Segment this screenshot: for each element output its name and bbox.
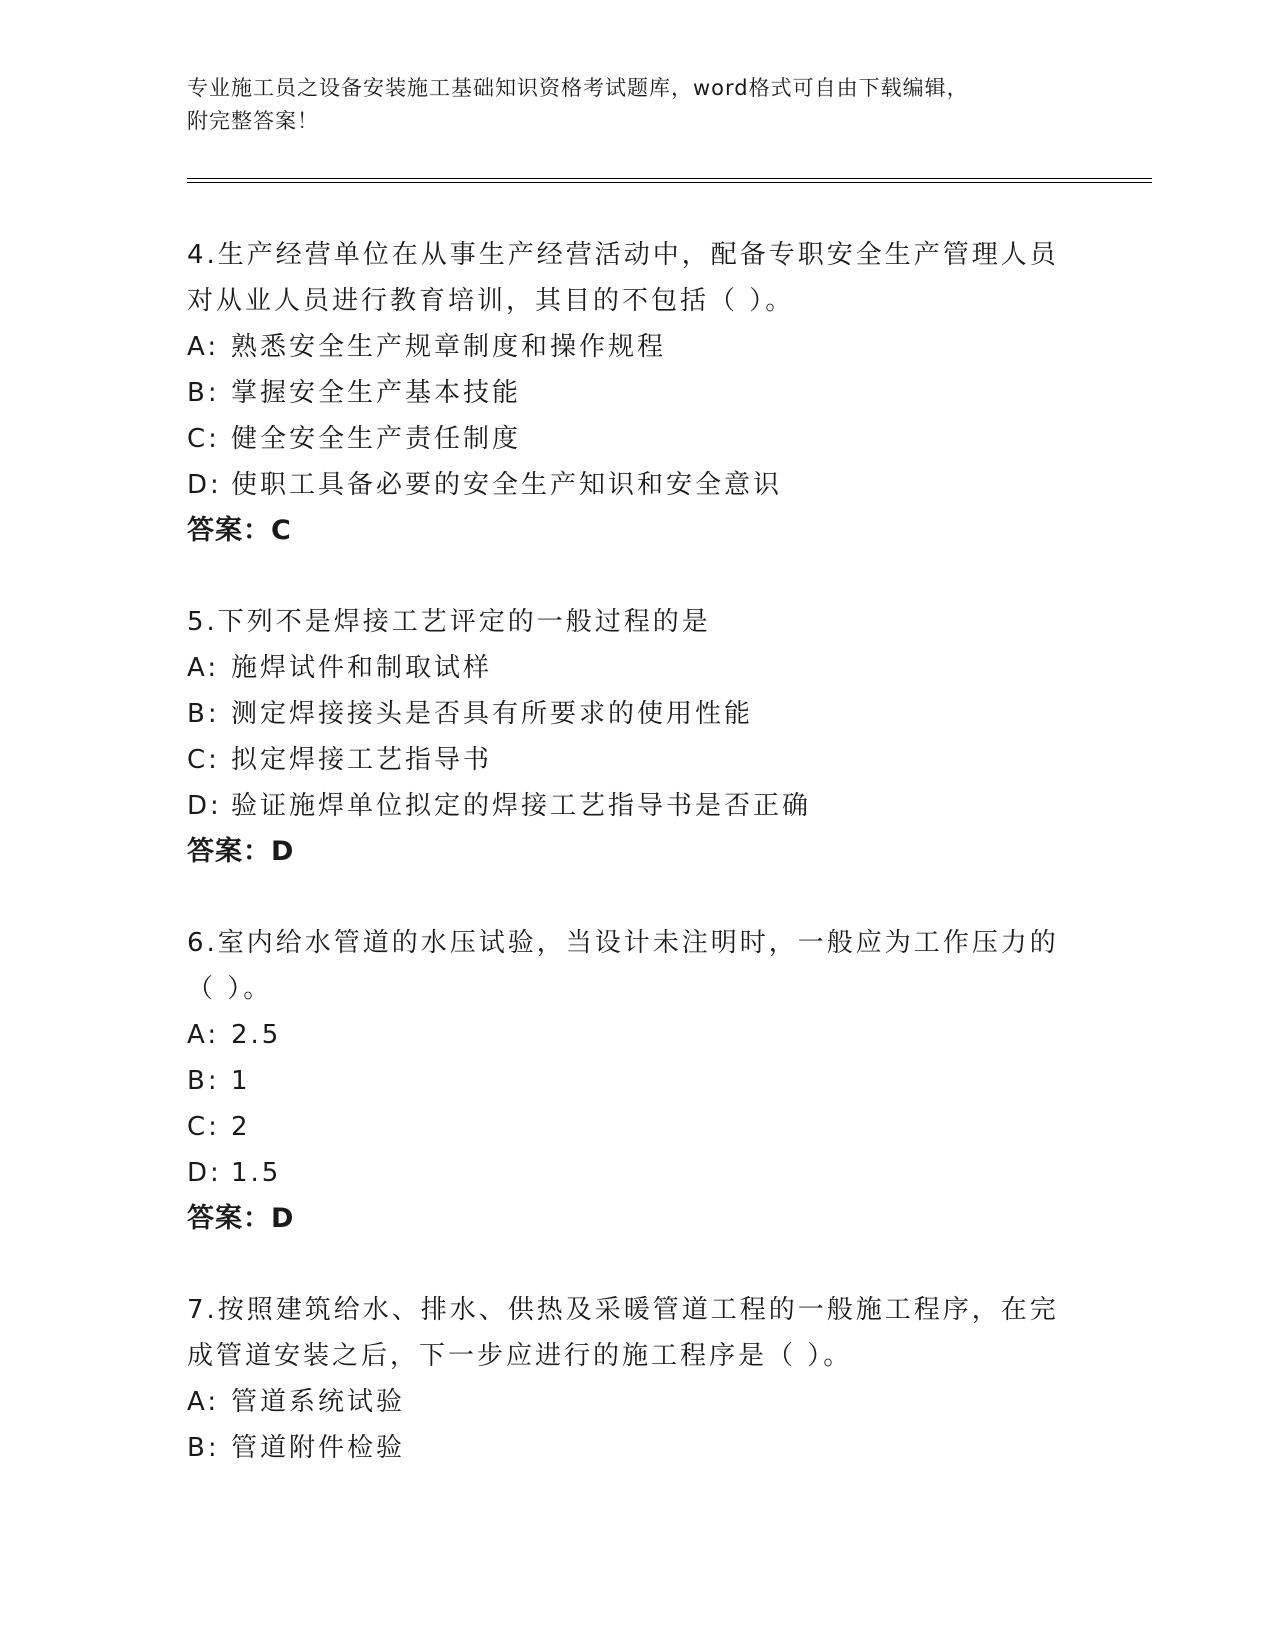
question-6 [187,920,1067,1242]
option-b [187,1425,1067,1471]
option-text: 拟定焊接工艺指导书 [231,745,493,775]
option-text: 2 [231,1112,251,1142]
header-line-2: 附完整答案！ [187,109,319,133]
option-a [187,645,1067,691]
document-header [187,72,1087,138]
spacer [187,1242,1067,1287]
option-letter: A: [187,653,220,683]
option-text: 健全安全生产责任制度 [231,424,522,454]
answer: 答案：C [187,515,292,546]
option-letter: A: [187,332,220,362]
option-a [187,1379,1067,1425]
option-d [187,783,1067,829]
question-text: 5.下列不是焊接工艺评定的一般过程的是 [187,607,711,637]
option-letter: C: [187,745,220,775]
option-c [187,1104,1067,1150]
option-c [187,416,1067,462]
option-b [187,1058,1067,1104]
option-d [187,462,1067,508]
option-b [187,691,1067,737]
option-text: 熟悉安全生产规章制度和操作规程 [231,332,667,362]
option-text: 管道系统试验 [231,1387,406,1417]
spacer [187,875,1067,920]
question-list [187,232,1067,1471]
header-divider-bottom [187,182,1152,183]
option-letter: B: [187,378,220,408]
question-5 [187,599,1067,875]
option-text: 1.5 [231,1158,282,1188]
option-text: 验证施焊单位拟定的焊接工艺指导书是否正确 [231,791,812,821]
question-4 [187,232,1067,554]
option-a [187,1012,1067,1058]
option-text: 测定焊接接头是否具有所要求的使用性能 [231,699,754,729]
option-letter: B: [187,1433,220,1463]
option-a [187,324,1067,370]
option-letter: B: [187,1066,220,1096]
option-text: 施焊试件和制取试样 [231,653,493,683]
option-text: 使职工具备必要的安全生产知识和安全意识 [231,470,783,500]
option-letter: D: [187,470,222,500]
option-d [187,1150,1067,1196]
option-letter: D: [187,791,222,821]
option-letter: A: [187,1387,220,1417]
question-text: 4.生产经营单位在从事生产经营活动中，配备专职安全生产管理人员对从业人员进行教育培训，其目的不包括（ ）。 [187,240,1059,316]
option-text: 管道附件检验 [231,1433,406,1463]
option-c [187,737,1067,783]
option-letter: D: [187,1158,222,1188]
option-letter: B: [187,699,220,729]
answer: 答案：D [187,1203,295,1234]
option-letter: C: [187,424,220,454]
option-letter: C: [187,1112,220,1142]
option-letter: A: [187,1020,220,1050]
option-b [187,370,1067,416]
option-text: 1 [231,1066,251,1096]
header-line-1: 专业施工员之设备安装施工基础知识资格考试题库，word格式可自由下载编辑， [187,76,969,100]
question-text: 7.按照建筑给水、排水、供热及采暖管道工程的一般施工程序，在完成管道安装之后，下一步应进行的施工程序是（ ）。 [187,1295,1059,1371]
answer: 答案：D [187,836,295,867]
question-text: 6.室内给水管道的水压试验，当设计未注明时，一般应为工作压力的（ ）。 [187,928,1059,1004]
option-text: 2.5 [231,1020,282,1050]
question-7 [187,1287,1067,1471]
header-divider-top [187,178,1152,179]
spacer [187,554,1067,599]
option-text: 掌握安全生产基本技能 [231,378,522,408]
